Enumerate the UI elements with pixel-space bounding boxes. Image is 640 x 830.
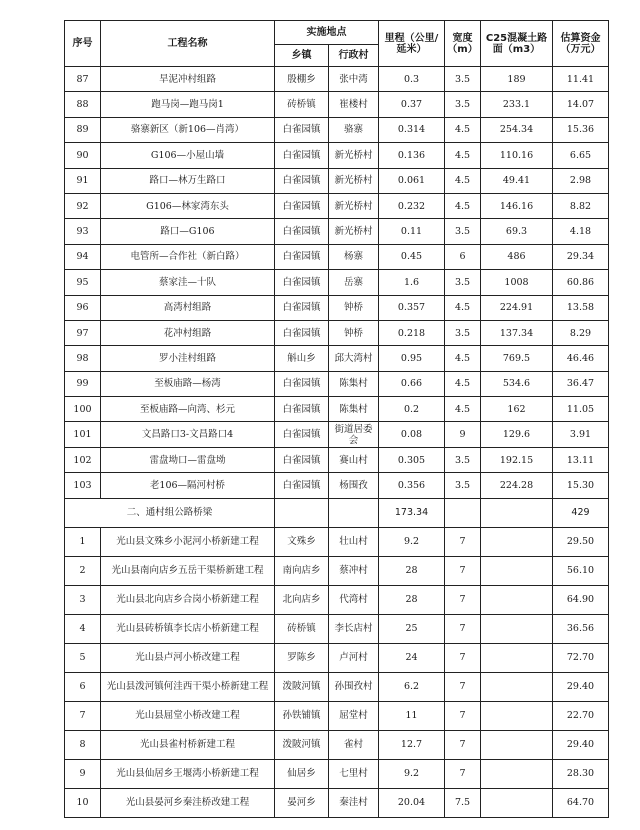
- bridge-width: 7: [445, 614, 481, 643]
- row-funds: 8.82: [553, 193, 609, 218]
- row-concrete: 534.6: [481, 371, 553, 396]
- row-width: 4.5: [445, 295, 481, 320]
- row-village: 邱大湾村: [329, 346, 379, 371]
- row-seq: 92: [65, 193, 101, 218]
- bridge-seq: 9: [65, 759, 101, 788]
- row-funds: 36.47: [553, 371, 609, 396]
- row-funds: 2.98: [553, 168, 609, 193]
- table-row: [65, 614, 609, 643]
- bridge-funds: 64.90: [553, 585, 609, 614]
- bridge-concrete-empty: [481, 701, 553, 730]
- bridge-seq: 10: [65, 788, 101, 817]
- row-concrete: 137.34: [481, 320, 553, 345]
- row-village: 钟桥: [329, 295, 379, 320]
- row-mileage: 1.6: [379, 270, 445, 295]
- row-township: 白雀园镇: [275, 143, 329, 168]
- row-width: 4.5: [445, 371, 481, 396]
- bridge-name: 光山县南向店乡五岳干渠桥新建工程: [101, 556, 275, 585]
- section-village-empty: [329, 498, 379, 527]
- header-seq: 序号: [65, 21, 101, 67]
- header-location: 实施地点: [275, 21, 379, 45]
- section-title: 二、通村组公路桥梁: [65, 498, 275, 527]
- bridge-concrete-empty: [481, 556, 553, 585]
- bridge-mileage: 20.04: [379, 788, 445, 817]
- row-width: 3.5: [445, 320, 481, 345]
- row-mileage: 0.3: [379, 67, 445, 92]
- row-concrete: 162: [481, 397, 553, 422]
- bridge-concrete-empty: [481, 614, 553, 643]
- row-concrete: 146.16: [481, 193, 553, 218]
- row-seq: 89: [65, 117, 101, 142]
- row-name: 路口—林万生路口: [101, 168, 275, 193]
- section-summary: [65, 498, 609, 527]
- bridge-mileage: 28: [379, 585, 445, 614]
- row-name: G106—林家湾东头: [101, 193, 275, 218]
- bridge-mileage: 12.7: [379, 730, 445, 759]
- table-row: [65, 527, 609, 556]
- table-row: [65, 320, 609, 345]
- table-row: [65, 67, 609, 92]
- bridge-seq: 1: [65, 527, 101, 556]
- table-row: [65, 371, 609, 396]
- row-width: 3.5: [445, 219, 481, 244]
- row-township: 白雀园镇: [275, 219, 329, 244]
- table-row: [65, 397, 609, 422]
- row-village: 赛山村: [329, 447, 379, 472]
- header-row-1: [65, 21, 609, 45]
- row-mileage: 0.356: [379, 473, 445, 498]
- bridge-mileage: 24: [379, 643, 445, 672]
- bridge-seq: 8: [65, 730, 101, 759]
- table-row: [65, 473, 609, 498]
- table-row: [65, 556, 609, 585]
- road-rows: [65, 67, 609, 499]
- section-row: [65, 498, 609, 527]
- bridge-name: 光山县晏河乡秦洼桥改建工程: [101, 788, 275, 817]
- row-funds: 13.11: [553, 447, 609, 472]
- row-width: 6: [445, 244, 481, 269]
- table-row: [65, 585, 609, 614]
- row-village: 陈集村: [329, 371, 379, 396]
- bridge-name: 光山县北向店乡合岗小桥新建工程: [101, 585, 275, 614]
- row-funds: 4.18: [553, 219, 609, 244]
- table-row: [65, 447, 609, 472]
- bridge-name: 光山县砖桥镇李长店小桥新建工程: [101, 614, 275, 643]
- bridge-funds: 56.10: [553, 556, 609, 585]
- row-seq: 97: [65, 320, 101, 345]
- bridge-concrete-empty: [481, 527, 553, 556]
- table-row: [65, 346, 609, 371]
- row-seq: 95: [65, 270, 101, 295]
- row-village: 骆寨: [329, 117, 379, 142]
- row-name: 至板庙路—杨湾: [101, 371, 275, 396]
- row-village: 新光桥村: [329, 168, 379, 193]
- row-width: 4.5: [445, 193, 481, 218]
- table-row: [65, 672, 609, 701]
- bridge-mileage: 6.2: [379, 672, 445, 701]
- row-concrete: 233.1: [481, 92, 553, 117]
- row-width: 4.5: [445, 346, 481, 371]
- row-village: 钟桥: [329, 320, 379, 345]
- row-mileage: 0.232: [379, 193, 445, 218]
- row-width: 3.5: [445, 473, 481, 498]
- row-width: 3.5: [445, 270, 481, 295]
- bridge-width: 7: [445, 759, 481, 788]
- row-township: 白雀园镇: [275, 422, 329, 447]
- row-funds: 8.29: [553, 320, 609, 345]
- row-seq: 102: [65, 447, 101, 472]
- row-township: 白雀园镇: [275, 473, 329, 498]
- row-mileage: 0.11: [379, 219, 445, 244]
- header-township: 乡镇: [275, 45, 329, 67]
- row-mileage: 0.357: [379, 295, 445, 320]
- row-seq: 94: [65, 244, 101, 269]
- row-concrete: 224.28: [481, 473, 553, 498]
- section-concrete-empty: [481, 498, 553, 527]
- row-funds: 6.65: [553, 143, 609, 168]
- bridge-funds: 72.70: [553, 643, 609, 672]
- bridge-funds: 22.70: [553, 701, 609, 730]
- row-name: 罗小洼村组路: [101, 346, 275, 371]
- bridge-village: 雀村: [329, 730, 379, 759]
- row-township: 殷棚乡: [275, 67, 329, 92]
- bridge-village: 七里村: [329, 759, 379, 788]
- bridge-village: 卢河村: [329, 643, 379, 672]
- bridge-mileage: 9.2: [379, 759, 445, 788]
- row-name: 老106—隔河村桥: [101, 473, 275, 498]
- bridge-seq: 4: [65, 614, 101, 643]
- bridge-village: 李长店村: [329, 614, 379, 643]
- row-township: 白雀园镇: [275, 244, 329, 269]
- bridge-name: 光山县文殊乡小泥河小桥新建工程: [101, 527, 275, 556]
- table-row: [65, 730, 609, 759]
- bridge-concrete-empty: [481, 672, 553, 701]
- bridge-village: 代湾村: [329, 585, 379, 614]
- row-township: 白雀园镇: [275, 193, 329, 218]
- bridge-concrete-empty: [481, 788, 553, 817]
- bridge-seq: 6: [65, 672, 101, 701]
- bridge-township: 南向店乡: [275, 556, 329, 585]
- bridge-concrete-empty: [481, 759, 553, 788]
- row-mileage: 0.136: [379, 143, 445, 168]
- row-seq: 88: [65, 92, 101, 117]
- row-width: 4.5: [445, 168, 481, 193]
- section-funds-total: 429: [553, 498, 609, 527]
- row-name: 至板庙路—向湾、杉元: [101, 397, 275, 422]
- row-width: 4.5: [445, 117, 481, 142]
- row-village: 街道居委会: [329, 422, 379, 447]
- bridge-village: 壮山村: [329, 527, 379, 556]
- bridge-name: 光山县雀村桥新建工程: [101, 730, 275, 759]
- row-funds: 11.41: [553, 67, 609, 92]
- bridge-mileage: 11: [379, 701, 445, 730]
- row-mileage: 0.08: [379, 422, 445, 447]
- bridge-township: 北向店乡: [275, 585, 329, 614]
- row-seq: 91: [65, 168, 101, 193]
- bridge-village: 蔡冲村: [329, 556, 379, 585]
- row-width: 9: [445, 422, 481, 447]
- row-township: 砖桥镇: [275, 92, 329, 117]
- table-row: [65, 117, 609, 142]
- row-concrete: 254.34: [481, 117, 553, 142]
- bridge-mileage: 9.2: [379, 527, 445, 556]
- row-concrete: 110.16: [481, 143, 553, 168]
- bridge-funds: 29.50: [553, 527, 609, 556]
- row-concrete: 486: [481, 244, 553, 269]
- bridge-name: 光山县泼河镇何洼西干渠小桥新建工程: [101, 672, 275, 701]
- row-mileage: 0.66: [379, 371, 445, 396]
- row-township: 白雀园镇: [275, 295, 329, 320]
- table-row: [65, 422, 609, 447]
- table-row: [65, 143, 609, 168]
- header-concrete: C25混凝土路面（m3）: [481, 21, 553, 67]
- table-row: [65, 219, 609, 244]
- bridge-township: 泼陂河镇: [275, 730, 329, 759]
- row-mileage: 0.314: [379, 117, 445, 142]
- row-village: 张中湾: [329, 67, 379, 92]
- bridge-width: 7: [445, 672, 481, 701]
- bridge-funds: 29.40: [553, 672, 609, 701]
- row-concrete: 1008: [481, 270, 553, 295]
- bridge-width: 7.5: [445, 788, 481, 817]
- row-seq: 101: [65, 422, 101, 447]
- row-township: 白雀园镇: [275, 371, 329, 396]
- row-name: 旱泥冲村组路: [101, 67, 275, 92]
- row-seq: 96: [65, 295, 101, 320]
- bridge-name: 光山县卢河小桥改建工程: [101, 643, 275, 672]
- bridge-seq: 5: [65, 643, 101, 672]
- row-seq: 98: [65, 346, 101, 371]
- header-width: 宽度（m）: [445, 21, 481, 67]
- row-village: 杨寨: [329, 244, 379, 269]
- bridge-funds: 28.30: [553, 759, 609, 788]
- row-name: 雷盘坳口—雷盘坳: [101, 447, 275, 472]
- header-mileage: 里程（公里/延米）: [379, 21, 445, 67]
- row-name: 路口—G106: [101, 219, 275, 244]
- row-village: 陈集村: [329, 397, 379, 422]
- table-row: [65, 295, 609, 320]
- row-mileage: 0.95: [379, 346, 445, 371]
- row-funds: 15.30: [553, 473, 609, 498]
- row-township: 白雀园镇: [275, 117, 329, 142]
- bridge-seq: 7: [65, 701, 101, 730]
- row-mileage: 0.37: [379, 92, 445, 117]
- bridge-mileage: 28: [379, 556, 445, 585]
- row-width: 4.5: [445, 397, 481, 422]
- table-row: [65, 92, 609, 117]
- row-village: 杨围孜: [329, 473, 379, 498]
- row-funds: 14.07: [553, 92, 609, 117]
- bridge-township: 仙居乡: [275, 759, 329, 788]
- row-concrete: 192.15: [481, 447, 553, 472]
- row-village: 新光桥村: [329, 143, 379, 168]
- row-seq: 100: [65, 397, 101, 422]
- section-township-empty: [275, 498, 329, 527]
- row-township: 斛山乡: [275, 346, 329, 371]
- row-township: 白雀园镇: [275, 270, 329, 295]
- header-name: 工程名称: [101, 21, 275, 67]
- bridge-township: 泼陂河镇: [275, 672, 329, 701]
- row-funds: 29.34: [553, 244, 609, 269]
- bridge-width: 7: [445, 701, 481, 730]
- row-township: 白雀园镇: [275, 320, 329, 345]
- bridge-funds: 36.56: [553, 614, 609, 643]
- row-mileage: 0.305: [379, 447, 445, 472]
- bridge-funds: 29.40: [553, 730, 609, 759]
- row-funds: 60.86: [553, 270, 609, 295]
- bridge-concrete-empty: [481, 643, 553, 672]
- row-concrete: 69.3: [481, 219, 553, 244]
- bridge-seq: 2: [65, 556, 101, 585]
- row-seq: 103: [65, 473, 101, 498]
- bridge-concrete-empty: [481, 585, 553, 614]
- row-concrete: 224.91: [481, 295, 553, 320]
- row-funds: 13.58: [553, 295, 609, 320]
- table-row: [65, 701, 609, 730]
- bridge-funds: 64.70: [553, 788, 609, 817]
- row-name: 高湾村组路: [101, 295, 275, 320]
- row-village: 新光桥村: [329, 219, 379, 244]
- row-funds: 11.05: [553, 397, 609, 422]
- row-township: 白雀园镇: [275, 447, 329, 472]
- bridge-township: 晏河乡: [275, 788, 329, 817]
- header-village: 行政村: [329, 45, 379, 67]
- table-row: [65, 759, 609, 788]
- bridge-village: 屈堂村: [329, 701, 379, 730]
- row-mileage: 0.218: [379, 320, 445, 345]
- row-concrete: 49.41: [481, 168, 553, 193]
- row-name: 文昌路口3-文昌路口4: [101, 422, 275, 447]
- row-funds: 15.36: [553, 117, 609, 142]
- bridge-township: 罗陈乡: [275, 643, 329, 672]
- row-seq: 93: [65, 219, 101, 244]
- project-table: [64, 20, 609, 818]
- table-row: [65, 788, 609, 817]
- bridge-rows: [65, 527, 609, 817]
- table-row: [65, 168, 609, 193]
- row-width: 3.5: [445, 92, 481, 117]
- table-row: [65, 270, 609, 295]
- table-row: [65, 193, 609, 218]
- bridge-township: 文殊乡: [275, 527, 329, 556]
- table-row: [65, 643, 609, 672]
- row-village: 岳寨: [329, 270, 379, 295]
- row-concrete: 129.6: [481, 422, 553, 447]
- bridge-width: 7: [445, 643, 481, 672]
- bridge-name: 光山县屈堂小桥改建工程: [101, 701, 275, 730]
- row-seq: 87: [65, 67, 101, 92]
- row-mileage: 0.061: [379, 168, 445, 193]
- bridge-village: 秦洼村: [329, 788, 379, 817]
- row-village: 新光桥村: [329, 193, 379, 218]
- row-width: 4.5: [445, 143, 481, 168]
- section-width-empty: [445, 498, 481, 527]
- section-mileage-total: 173.34: [379, 498, 445, 527]
- row-name: 电管所—合作社（新白路）: [101, 244, 275, 269]
- bridge-width: 7: [445, 556, 481, 585]
- row-township: 白雀园镇: [275, 168, 329, 193]
- bridge-concrete-empty: [481, 730, 553, 759]
- table-row: [65, 244, 609, 269]
- row-mileage: 0.2: [379, 397, 445, 422]
- bridge-village: 孙围孜村: [329, 672, 379, 701]
- row-width: 3.5: [445, 67, 481, 92]
- row-mileage: 0.45: [379, 244, 445, 269]
- bridge-name: 光山县仙居乡王堰湾小桥新建工程: [101, 759, 275, 788]
- row-concrete: 189: [481, 67, 553, 92]
- bridge-township: 砖桥镇: [275, 614, 329, 643]
- row-name: 骆寨新区（新106—肖湾）: [101, 117, 275, 142]
- row-width: 3.5: [445, 447, 481, 472]
- row-name: 蔡家洼—十队: [101, 270, 275, 295]
- row-name: G106—小屋山墙: [101, 143, 275, 168]
- row-name: 跑马岗—跑马岗1: [101, 92, 275, 117]
- row-funds: 46.46: [553, 346, 609, 371]
- row-village: 崔楼村: [329, 92, 379, 117]
- header-funds: 估算资金（万元）: [553, 21, 609, 67]
- bridge-width: 7: [445, 527, 481, 556]
- row-seq: 90: [65, 143, 101, 168]
- bridge-mileage: 25: [379, 614, 445, 643]
- bridge-width: 7: [445, 730, 481, 759]
- bridge-width: 7: [445, 585, 481, 614]
- row-funds: 3.91: [553, 422, 609, 447]
- bridge-township: 孙铁铺镇: [275, 701, 329, 730]
- row-seq: 99: [65, 371, 101, 396]
- row-concrete: 769.5: [481, 346, 553, 371]
- bridge-seq: 3: [65, 585, 101, 614]
- row-name: 花冲村组路: [101, 320, 275, 345]
- row-township: 白雀园镇: [275, 397, 329, 422]
